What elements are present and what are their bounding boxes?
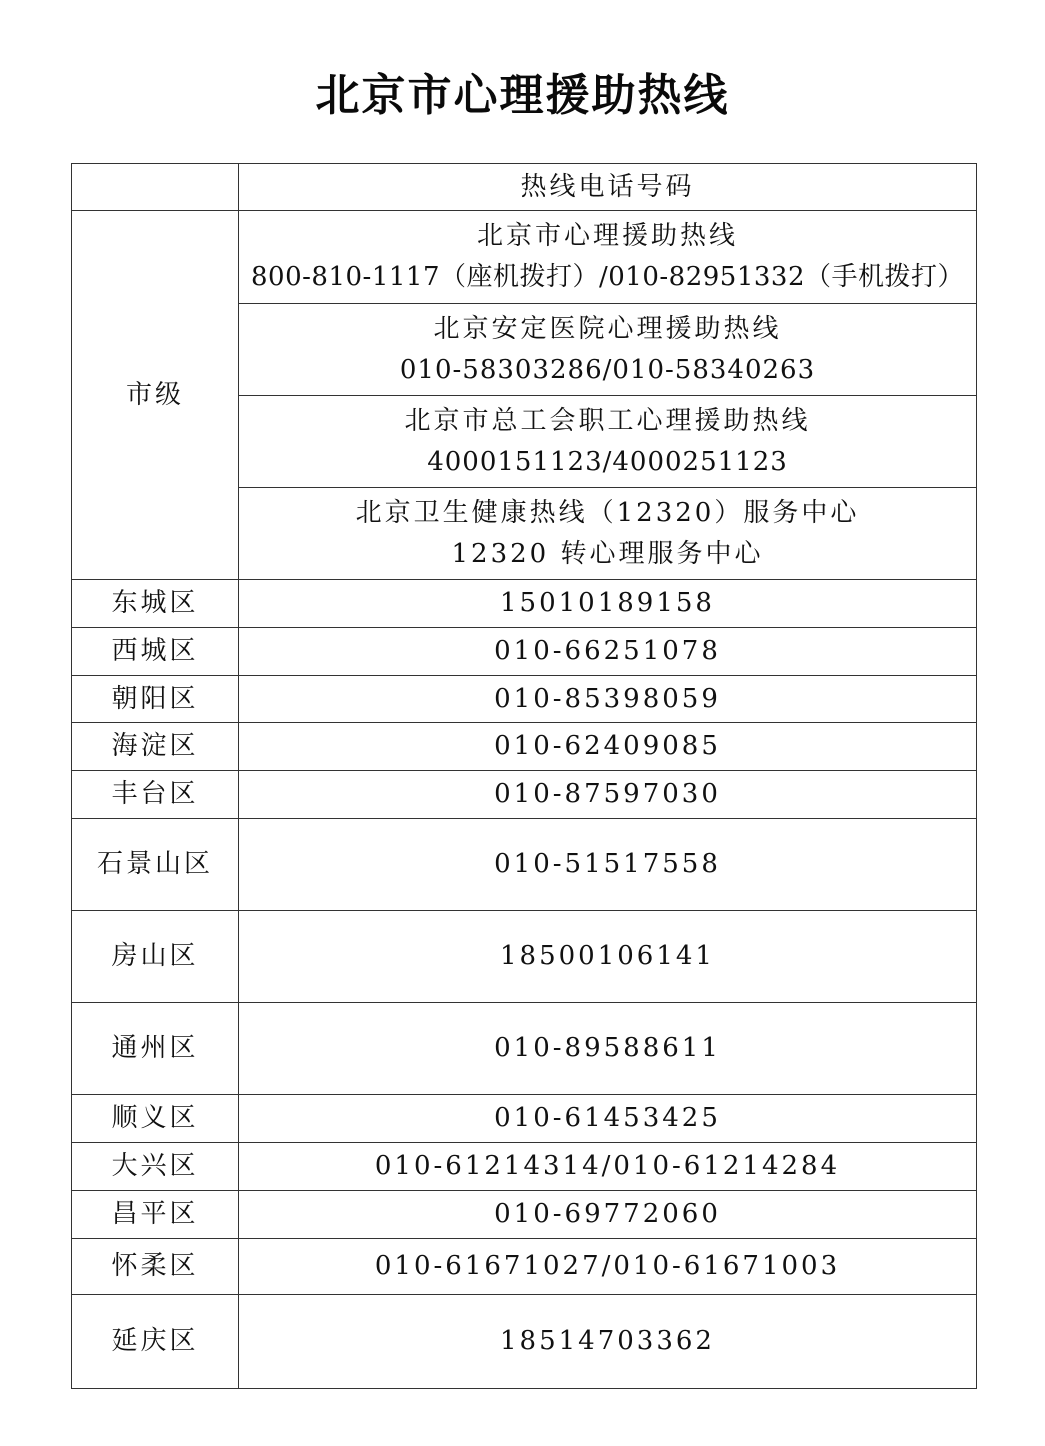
district-phone: 18514703362: [239, 1295, 977, 1389]
district-phone: 010-51517558: [239, 819, 977, 911]
hotline-name: 北京安定医院心理援助热线: [433, 313, 782, 344]
table-row: [72, 723, 977, 771]
table-row: [72, 911, 977, 1003]
city-hotline-cell: [239, 488, 977, 580]
table-row: [72, 1239, 977, 1295]
table-row: [72, 1295, 977, 1389]
header-district-cell: [72, 164, 239, 211]
hotline-name: 北京市心理援助热线: [476, 221, 738, 251]
hotline-name: 北京市总工会职工心理援助热线: [404, 405, 811, 436]
city-hotline-cell: [239, 211, 977, 304]
district-name: 怀柔区: [72, 1239, 239, 1295]
district-name: 房山区: [72, 911, 239, 1003]
city-level-label: 市级: [72, 211, 239, 580]
table-row: [72, 580, 977, 628]
header-phone-cell: 热线电话号码: [239, 164, 977, 211]
district-name: 东城区: [72, 580, 239, 628]
city-hotline-cell: [239, 304, 977, 396]
district-name: 海淀区: [72, 723, 239, 771]
district-name: 昌平区: [72, 1191, 239, 1239]
table-row: [72, 211, 977, 304]
table-row: [72, 628, 977, 676]
district-phone: 010-61671027/010-61671003: [239, 1239, 977, 1295]
table-row: [72, 1095, 977, 1143]
district-phone: 010-69772060: [239, 1191, 977, 1239]
table-row: [72, 1143, 977, 1191]
district-phone: 18500106141: [239, 911, 977, 1003]
table-row: [72, 1191, 977, 1239]
district-name: 丰台区: [72, 771, 239, 819]
district-phone: 010-62409085: [239, 723, 977, 771]
hotline-phone: 800-810-1117（座机拨打）/010-82951332（手机拨打）: [251, 262, 964, 292]
district-phone: 010-61214314/010-61214284: [239, 1143, 977, 1191]
district-name: 通州区: [72, 1003, 239, 1095]
table-row: [72, 1003, 977, 1095]
district-phone: 15010189158: [239, 580, 977, 628]
district-name: 顺义区: [72, 1095, 239, 1143]
hotline-table: [71, 163, 977, 1389]
district-name: 朝阳区: [72, 676, 239, 723]
table-row: [72, 819, 977, 911]
page-title: 北京市心理援助热线: [315, 70, 730, 121]
district-name: 石景山区: [72, 819, 239, 911]
district-name: 延庆区: [72, 1295, 239, 1389]
district-name: 大兴区: [72, 1143, 239, 1191]
district-phone: 010-66251078: [239, 628, 977, 676]
table-row: [72, 676, 977, 723]
hotline-phone: 12320 转心理服务中心: [451, 538, 764, 569]
district-phone: 010-61453425: [239, 1095, 977, 1143]
district-phone: 010-87597030: [239, 771, 977, 819]
district-phone: 010-89588611: [239, 1003, 977, 1095]
hotline-name: 北京卫生健康热线（12320）服务中心: [355, 497, 860, 528]
hotline-phone: 010-58303286/010-58340263: [399, 354, 816, 385]
hotline-phone: 4000151123/4000251123: [427, 446, 788, 477]
district-phone: 010-85398059: [239, 676, 977, 723]
table-row: [72, 771, 977, 819]
district-name: 西城区: [72, 628, 239, 676]
table-header-row: [72, 164, 977, 211]
city-hotline-cell: [239, 396, 977, 488]
